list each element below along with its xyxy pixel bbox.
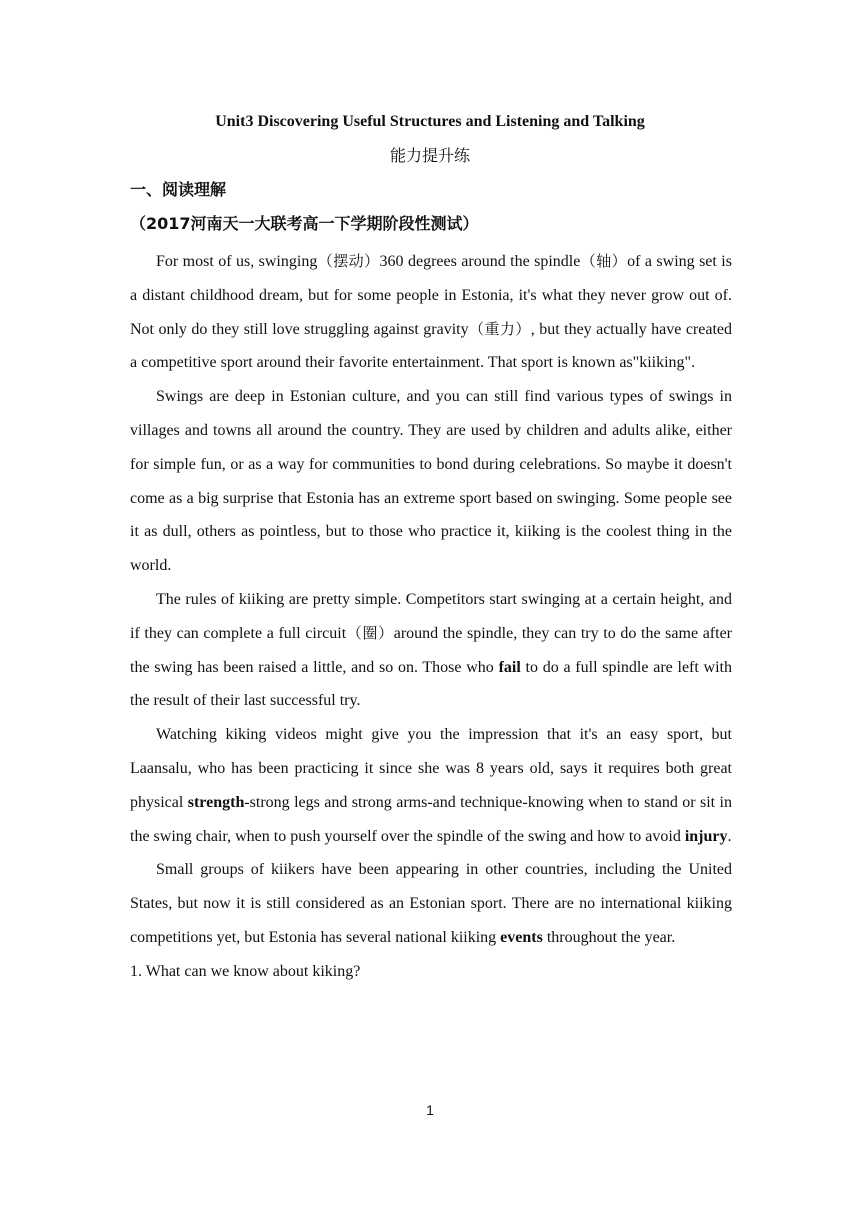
p4-text-2: -strong legs and strong arms-and technique-knowing when to stand or sit in the swing chair, when to push yourself over the spindle of the swing and how to avoid	[130, 793, 732, 845]
p1-text-3: of a swing set is a distant childhood dream, but for some people in Estonia, it's what they never grow out of. Not only do they still love struggling against gravity	[130, 253, 732, 338]
document-title: Unit3 Discovering Useful Structures and Listening and Talking	[215, 113, 645, 130]
source-note: （2017河南天一大联考高一下学期阶段性测试）	[130, 214, 479, 233]
paragraph-1	[130, 245, 732, 380]
page-number: 1	[426, 1102, 434, 1118]
paragraph-5	[130, 853, 732, 954]
paragraph-4	[130, 718, 732, 853]
p1-text-4: , but they actually have created a competitive sport around their favorite entertainment. That sport is known as"kiiking".	[130, 320, 733, 372]
p5-text-2: throughout the year.	[542, 928, 676, 946]
p1-text-2: 360 degrees around the spindle	[379, 253, 581, 270]
p1-text-1: For most of us, swinging	[156, 253, 318, 270]
document-subtitle: 能力提升练	[389, 146, 470, 165]
p3-text-2: around the spindle, they can try to do the same after the swing has been raised a little, and so on. Those who	[130, 624, 732, 676]
reading-passage	[130, 245, 732, 989]
p3-text-3: to do a full spindle are left with the result of their last successful try.	[130, 658, 733, 710]
p1-gloss-3: （重力）	[468, 319, 531, 338]
p4-bold-word-2: injury	[684, 827, 728, 845]
question-1: 1. What can we know about kiking?	[130, 962, 361, 980]
paragraph-2: Swings are deep in Estonian culture, and you can still find various types of swings in villages and towns all around the country. They are used by children and adults alike, either for simple fun, or as a way for communities to bond during celebrations. So maybe it doesn't come as a big surprise that Estonia has an extreme sport based on swinging. Some people see it as dull, others as pointless, but to those who practice it, kiiking is the coolest thing in the world.	[130, 388, 732, 575]
p4-text-1: Watching kiking videos might give you the impression that it's an easy sport, but Laansalu, who has been practicing it since she was 8 years old, says it requires both great physical	[130, 726, 732, 811]
p3-gloss-1: （圈）	[346, 623, 394, 642]
p5-text-1: Small groups of kiikers have been appearing in other countries, including the United States, but now it is still considered as an Estonian sport. There are no international kiiking competitions yet, but Estonia has several national kiiking	[130, 861, 732, 946]
p4-bold-word-1: strength	[187, 793, 245, 811]
p5-bold-word: events	[500, 928, 543, 946]
paragraph-3	[130, 583, 732, 718]
p1-gloss-1: （摆动）	[317, 252, 380, 270]
p3-bold-word: fail	[498, 658, 521, 676]
p3-text-1: The rules of kiiking are pretty simple. Competitors start swinging at a certain height, and if they can complete a full circuit	[130, 590, 732, 642]
p4-text-3: .	[727, 827, 732, 845]
p1-gloss-2: （轴）	[580, 252, 628, 270]
section-heading: 一、阅读理解	[130, 180, 227, 199]
